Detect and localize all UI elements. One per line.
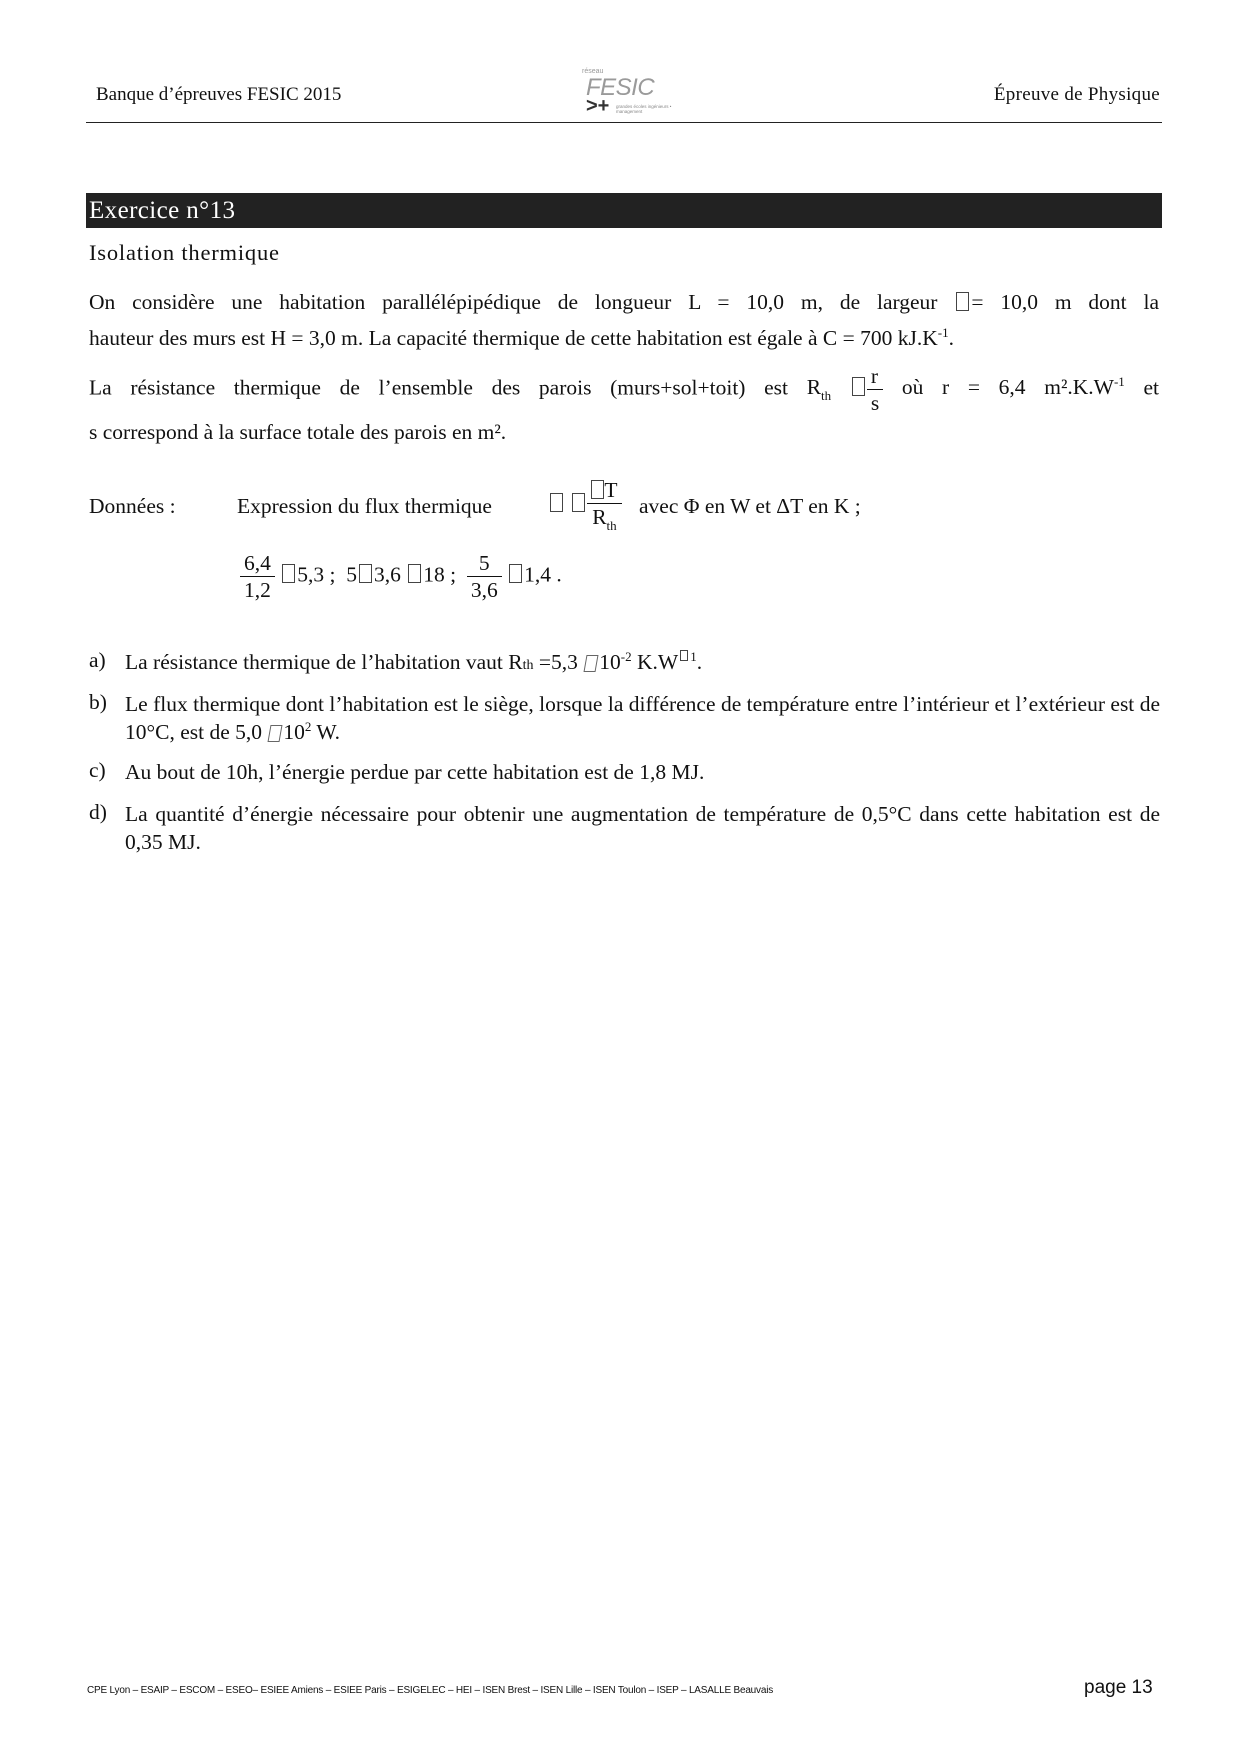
qa-value: =5,3 [533, 650, 584, 674]
logo-small-text: réseau [582, 68, 604, 75]
fesic-logo [580, 68, 680, 118]
p1-text: On considère une habitation parallélépipédique de longueur L = 10,0 m, de largeur [89, 290, 938, 314]
approx-glyph-icon [408, 564, 421, 583]
paragraph-1-line-1 [89, 284, 1159, 320]
rth-symbol: R [806, 375, 822, 400]
flux-formula [548, 477, 622, 533]
r-value-exponent: -1 [1113, 374, 1125, 390]
flux-denominator-text: R [592, 505, 607, 529]
qb-text: Le flux thermique dont l’habitation est le siège, lorsque la différence de température entre l’intérieur et l’extérieur est de 10°C, est de 5,0 [125, 692, 1160, 744]
question-d-letter: d) [89, 800, 107, 824]
qa-text: La résistance thermique de l’habitation vaut R [125, 650, 523, 674]
flux-denominator-subscript: th [606, 518, 617, 533]
p1-text-end: = 10,0 m dont la [971, 290, 1159, 314]
r-value [902, 375, 1125, 399]
calc3-fraction [467, 550, 502, 603]
qb-exponent: 2 [304, 718, 312, 734]
calc1-denominator: 1,2 [244, 578, 271, 602]
question-d-text: La quantité d’énergie nécessaire pour obtenir une augmentation de température de 0,5°C dans cette habitation est de 0,35 MJ. [125, 802, 1160, 854]
equals-glyph-icon [852, 377, 865, 396]
p1-exponent: -1 [937, 324, 949, 340]
exercise-subtitle: Isolation thermique [89, 240, 280, 265]
fraction-denominator: s [870, 391, 880, 415]
header-right-title: Épreuve de Physique [993, 84, 1160, 105]
calc1-numerator: 6,4 [240, 550, 275, 577]
times-glyph-icon [359, 564, 372, 583]
p2-text: La résistance thermique de l’ensemble des parois (murs+sol+toit) est [89, 375, 789, 400]
question-c-letter: c) [89, 758, 106, 782]
calc-hints [240, 550, 562, 603]
p2-end: et [1143, 375, 1160, 400]
flux-fraction [587, 477, 621, 533]
flux-numerator [587, 477, 621, 504]
qb-unit: W. [311, 720, 341, 744]
flux-label: Expression du flux thermique [237, 494, 492, 518]
fraction-numerator: r [867, 363, 883, 390]
rth-formula [806, 364, 884, 415]
logo-word: FESIC [586, 74, 655, 101]
delta-glyph-icon [591, 480, 604, 499]
paragraph-2 [89, 363, 1159, 416]
question-b-letter: b) [89, 690, 107, 714]
flux-denominator [587, 504, 621, 533]
qb-power-base: 10 [283, 720, 305, 744]
donnees-label: Données : [89, 494, 176, 518]
missing-glyph-icon [956, 292, 969, 311]
calc2-result: 18 ; [423, 562, 457, 587]
calc1-result: 5,3 ; [297, 562, 336, 587]
calc3-result: 1,4 . [524, 562, 562, 587]
page-number: page 13 [1084, 1677, 1153, 1698]
phi-glyph-icon [550, 493, 563, 512]
times-glyph-icon [584, 655, 599, 672]
question-c-text: Au bout de 10h, l’énergie perdue par cette habitation est de 1,8 MJ. [125, 760, 705, 784]
question-b-text [125, 690, 1160, 746]
qa-subscript: th [522, 658, 534, 673]
approx-glyph-icon [282, 564, 295, 583]
calc3-denominator: 3,6 [470, 578, 498, 602]
p1-line2-text: hauteur des murs est H = 3,0 m. La capacité thermique de cette habitation est égale à C = 700 kJ.K [89, 326, 938, 350]
calc2-b: 3,6 [373, 562, 401, 587]
qa-exponent: -2 [620, 648, 632, 664]
times-glyph-icon [268, 725, 283, 742]
footer-schools: CPE Lyon – ESAIP – ESCOM – ESEO– ESIEE Amiens – ESIEE Paris – ESIGELEC – HEI – ISEN Brest – ISEN Lille – ISEN Toulon – ISEP – LASALLE Beauvais [87, 1685, 774, 1696]
question-a-letter: a) [89, 648, 106, 672]
qa-end: . [696, 650, 703, 674]
minus-one-glyph-icon [680, 650, 688, 661]
approx-glyph-icon [509, 564, 522, 583]
question-a-text: La résistance thermique de l’habitation vaut Rth =5,3 $10^{-2}$ K.W $^1$. [125, 648, 703, 674]
qa-unit: K.W [631, 650, 679, 674]
rth-subscript: th [821, 388, 832, 404]
flux-units: avec Φ en W et ΔT en K ; [639, 494, 861, 518]
calc1-fraction [240, 550, 275, 603]
paragraph-1-line-2 [89, 320, 1159, 356]
paragraph-3: s correspond à la surface totale des parois en m². [89, 420, 507, 444]
flux-numerator-text: T [604, 478, 618, 502]
r-value-text: où r = 6,4 m².K.W [901, 375, 1114, 400]
calc2-a: 5 [346, 562, 357, 587]
header-divider [86, 122, 1162, 123]
r-over-s-fraction [867, 363, 883, 416]
header-left-title: Banque d’épreuves FESIC 2015 [96, 84, 342, 105]
exercise-title-bar: Exercice n°13 [86, 193, 1162, 228]
qa-power-base: 10 [599, 650, 621, 674]
logo-tagline: grandes écoles ingénieurs • management [616, 104, 672, 114]
equals-glyph-icon [572, 493, 585, 512]
p1-line2-end: . [948, 326, 954, 350]
logo-arrow: >+ [586, 95, 610, 117]
calc3-numerator: 5 [467, 550, 502, 577]
